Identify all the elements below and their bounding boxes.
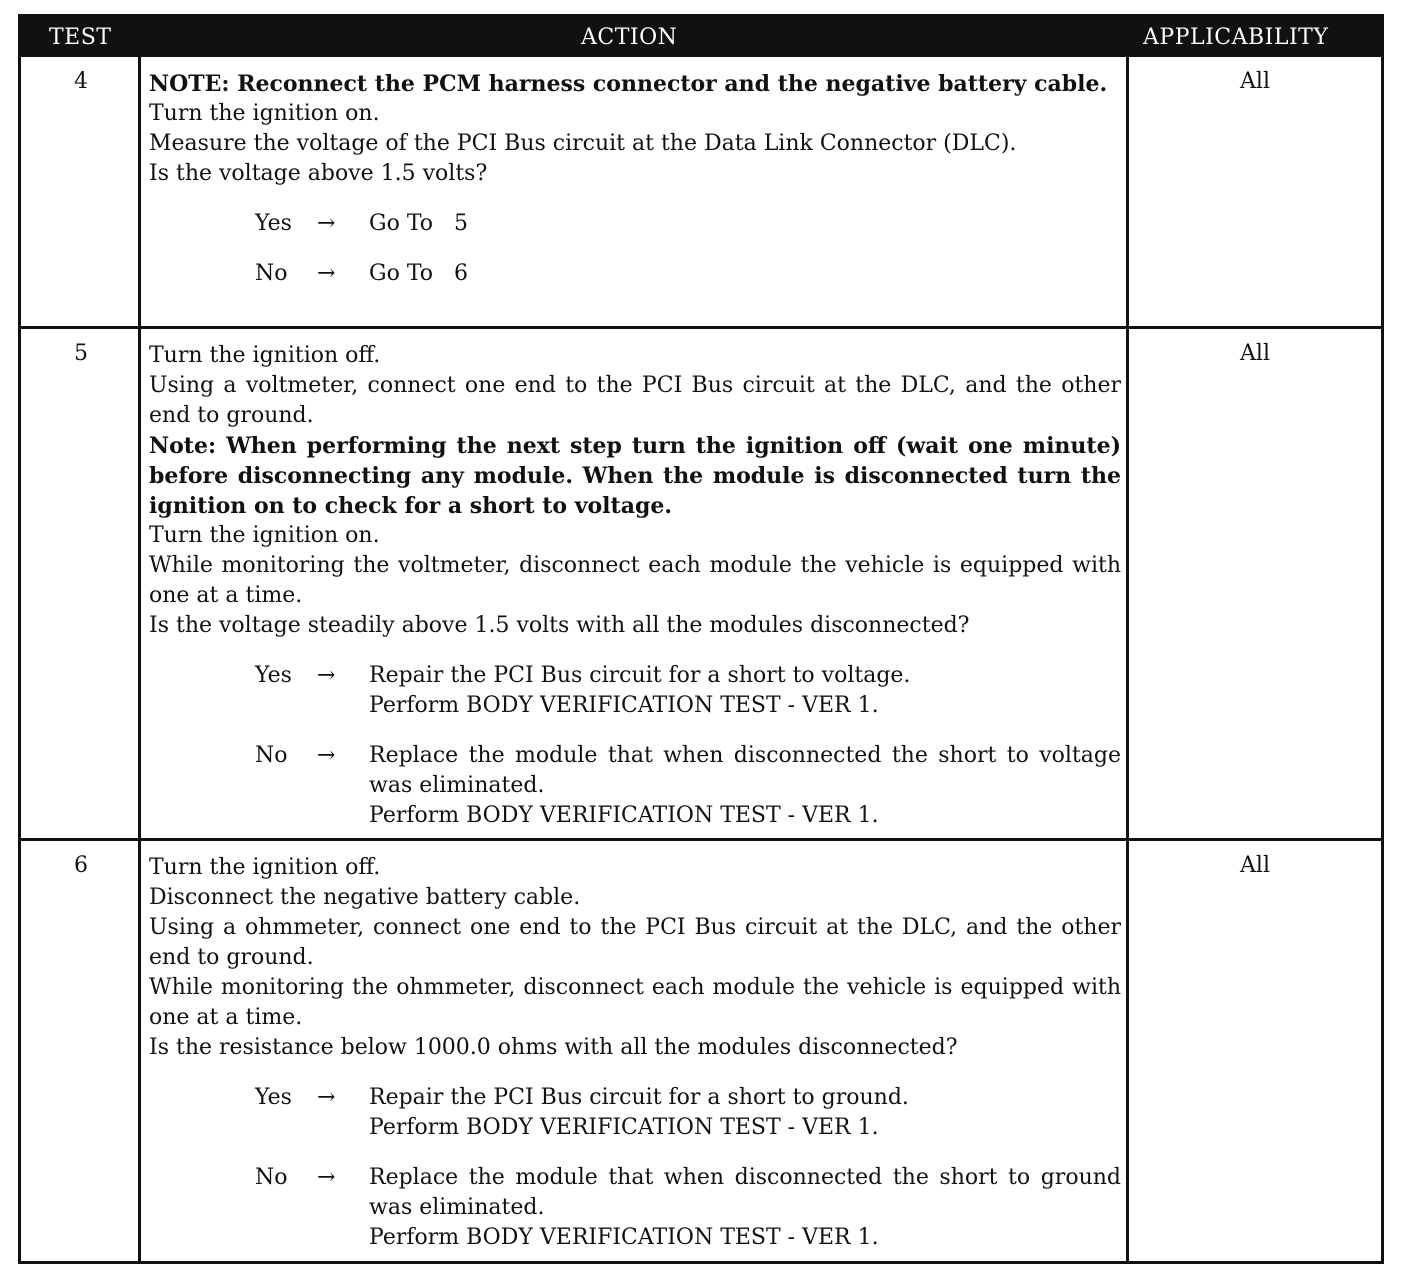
action-line: Is the resistance below 1000.0 ohms with all the modules disconnected? [149, 1035, 958, 1060]
action-line: Turn the ignition off. [149, 855, 381, 880]
applicability-5: All [1240, 341, 1270, 366]
yes-label: Yes [255, 211, 292, 236]
yes-label: Yes [255, 1085, 292, 1110]
arrow-icon: → [317, 211, 336, 236]
yes-result: Repair the PCI Bus circuit for a short to voltage. [369, 663, 911, 688]
action-cell-4 [149, 69, 1121, 289]
yes-answer [149, 209, 1121, 239]
no-label: No [255, 743, 288, 768]
header-action: ACTION [581, 25, 678, 50]
action-note: Note: When performing the next step turn the ignition off (wait one minute) before disconnecting any module. When the module is disconnected turn the ignition on to check for a short to voltage. [149, 433, 1121, 519]
table-header [21, 17, 1381, 57]
yes-label: Yes [255, 663, 292, 688]
yes-answer [149, 1083, 1121, 1143]
arrow-icon: → [317, 663, 336, 688]
no-result: Replace the module that when disconnected the short to voltage was eliminated. [369, 743, 1121, 798]
no-result: Go To 6 [369, 261, 468, 286]
yes-result: Repair the PCI Bus circuit for a short to ground. [369, 1085, 909, 1110]
action-line: While monitoring the voltmeter, disconnect each module the vehicle is equipped with one at a time. [149, 553, 1121, 608]
diagnostic-test-table [18, 14, 1384, 1264]
action-line: Measure the voltage of the PCI Bus circuit at the Data Link Connector (DLC). [149, 131, 1017, 156]
action-line: Turn the ignition on. [149, 523, 380, 548]
yes-result: Perform BODY VERIFICATION TEST - VER 1. [369, 693, 879, 718]
column-divider-test [138, 17, 141, 1261]
action-line: Turn the ignition on. [149, 101, 380, 126]
no-result: Perform BODY VERIFICATION TEST - VER 1. [369, 1225, 879, 1250]
action-line: Using a ohmmeter, connect one end to the PCI Bus circuit at the DLC, and the other end to ground. [149, 915, 1121, 970]
no-answer [149, 741, 1121, 831]
applicability-6: All [1240, 853, 1270, 878]
test-number-5: 5 [74, 341, 88, 366]
no-result: Replace the module that when disconnected the short to ground was eliminated. [369, 1165, 1121, 1220]
arrow-icon: → [317, 743, 336, 768]
action-line: Is the voltage above 1.5 volts? [149, 161, 488, 186]
test-number-4: 4 [74, 69, 88, 94]
row-divider-4-5 [21, 326, 1381, 329]
action-cell-5 [149, 341, 1121, 831]
action-line: NOTE: Reconnect the PCM harness connector and the negative battery cable. [149, 71, 1108, 97]
no-result: Perform BODY VERIFICATION TEST - VER 1. [369, 803, 879, 828]
arrow-icon: → [317, 1085, 336, 1110]
no-label: No [255, 261, 288, 286]
yes-answer [149, 661, 1121, 721]
arrow-icon: → [317, 261, 336, 286]
test-number-6: 6 [74, 853, 88, 878]
action-line: While monitoring the ohmmeter, disconnect each module the vehicle is equipped with one at a time. [149, 975, 1121, 1030]
header-applicability: APPLICABILITY [1143, 25, 1329, 50]
action-cell-6 [149, 853, 1121, 1253]
column-divider-action [1126, 17, 1129, 1261]
yes-result: Perform BODY VERIFICATION TEST - VER 1. [369, 1115, 879, 1140]
action-line: Is the voltage steadily above 1.5 volts with all the modules disconnected? [149, 613, 970, 638]
no-answer [149, 259, 1121, 289]
row-divider-5-6 [21, 838, 1381, 841]
applicability-4: All [1240, 69, 1270, 94]
action-line: Using a voltmeter, connect one end to the PCI Bus circuit at the DLC, and the other end to ground. [149, 373, 1121, 428]
arrow-icon: → [317, 1165, 336, 1190]
header-test: TEST [49, 25, 112, 50]
no-label: No [255, 1165, 288, 1190]
no-answer [149, 1163, 1121, 1253]
action-line: Disconnect the negative battery cable. [149, 885, 581, 910]
yes-result: Go To 5 [369, 211, 468, 236]
action-line: Turn the ignition off. [149, 343, 381, 368]
